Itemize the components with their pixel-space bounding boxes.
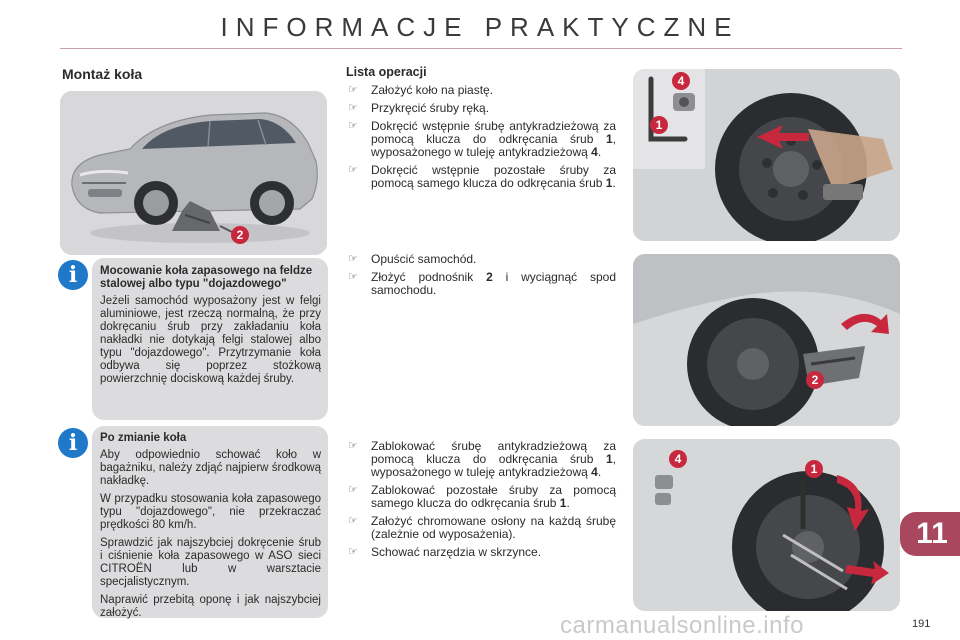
list-item <box>346 120 616 159</box>
header-divider <box>60 48 902 49</box>
info-box-body: Jeżeli samochód wyposażony jest w felgi aluminiowe, jest rzeczą normalną, że przy dokręcaniu śrub przy zakładaniu koła nakładki nie dotykają felgi stalowej albo typu "dojazdowego". Przytrzymanie koła odbywa się poprzez stożkową powierzchnię dociskową każdej śruby. <box>100 295 321 385</box>
step-text: Założyć chromowane osłony na każdą śrubę (zależnie od wyposażenia). <box>371 514 616 541</box>
list-item <box>346 102 616 115</box>
step-text: Opuścić samochód. <box>371 252 477 266</box>
list-item <box>346 164 616 190</box>
pointing-hand-icon: ☞ <box>348 253 358 265</box>
ref-number: 4 <box>591 145 598 159</box>
step-text: Zablokować śrubę antykradzieżową za pomocą klucza do odkręcania śrub <box>371 439 616 466</box>
info-box-title: Po zmianie koła <box>100 432 187 444</box>
pointing-hand-icon: ☞ <box>348 484 358 496</box>
pointing-hand-icon: ☞ <box>348 102 358 114</box>
page-header-title: INFORMACJE PRAKTYCZNE <box>220 12 740 42</box>
pointing-hand-icon: ☞ <box>348 84 358 96</box>
ref-number: 1 <box>605 132 613 146</box>
info-box-spare-wheel <box>92 258 328 420</box>
car-jack-illustration <box>60 91 327 255</box>
operations-group-2 <box>346 253 616 302</box>
step-text: Przykręcić śruby ręką. <box>371 101 490 115</box>
wheel-mounting-illustration <box>633 69 900 241</box>
info-box-after-change <box>92 426 328 618</box>
pointing-hand-icon: ☞ <box>348 546 358 558</box>
callout-2-jack: 2 <box>806 371 824 389</box>
step-text: . <box>597 465 602 479</box>
page-number: 191 <box>912 618 931 630</box>
ref-number: 1 <box>605 176 613 190</box>
operations-title: Lista operacji <box>346 65 427 79</box>
list-item <box>346 484 616 510</box>
info-paragraph: Sprawdzić jak najszybciej dokręcenie śrub i ciśnienie koła zapasowego w ASO sieci CITROËN lub w warsztacie specjalistycznym. <box>100 537 321 588</box>
step-text: . <box>597 145 602 159</box>
step-text: , wyposażonego w tuleję antykradzieżową <box>371 452 616 479</box>
info-box-title: Mocowanie koła zapasowego na feldze stalowej albo typu "dojazdowego" <box>100 265 313 290</box>
watermark: carmanualsonline.info <box>560 612 804 639</box>
info-icon: i <box>58 428 88 458</box>
operations-group-3 <box>346 440 616 564</box>
step-text: Zablokować pozostałe śruby za pomocą samego klucza do odkręcania śrub <box>371 483 616 510</box>
ref-number: 1 <box>605 452 613 466</box>
callout-4-socket: 4 <box>669 450 687 468</box>
ref-number: 4 <box>591 465 598 479</box>
pointing-hand-icon: ☞ <box>348 515 358 527</box>
list-item <box>346 440 616 479</box>
step-text: Schować narzędzia w skrzynce. <box>371 545 542 559</box>
operations-group-1 <box>346 66 616 195</box>
step-text: Dokręcić wstępnie śrubę antykradzieżową za pomocą klucza do odkręcania śrub <box>371 119 616 146</box>
chapter-tab: 11 <box>900 512 960 556</box>
jack-lowering-drawing <box>633 254 900 426</box>
bolt-tightening-illustration <box>633 439 900 611</box>
step-text: Złożyć podnośnik <box>371 270 487 284</box>
step-text: Dokręcić wstępnie pozostałe śruby za pomocą samego klucza do odkręcania śrub <box>371 163 616 190</box>
callout-2-jack: 2 <box>231 226 249 244</box>
pointing-hand-icon: ☞ <box>348 271 358 283</box>
section-title: Montaż koła <box>62 66 143 82</box>
car-illustration <box>60 91 327 255</box>
step-text: . <box>612 176 616 190</box>
callout-1-wrench: 1 <box>805 460 823 478</box>
ref-number: 2 <box>486 270 493 284</box>
callout-1-wrench: 1 <box>650 116 668 134</box>
pointing-hand-icon: ☞ <box>348 440 358 452</box>
step-text: , wyposażonego w tuleję antykradzieżową <box>371 132 616 159</box>
pointing-hand-icon: ☞ <box>348 164 358 176</box>
lowering-car-illustration <box>633 254 900 426</box>
ref-number: 1 <box>559 496 567 510</box>
info-paragraph: Naprawić przebitą oponę i jak najszybciej założyć. <box>100 594 321 619</box>
list-item <box>346 271 616 297</box>
info-paragraph: Aby odpowiednio schować koło w bagażniku, należy zdjąć najpierw środkową nakładkę. <box>100 449 321 487</box>
step-text: Założyć koło na piastę. <box>371 83 494 97</box>
info-paragraph: W przypadku stosowania koła zapasowego typu "dojazdowego", nie przekraczać prędkości 80 km/h. <box>100 493 321 531</box>
list-item <box>346 84 616 97</box>
list-item <box>346 253 616 266</box>
wheel-mount-drawing <box>633 69 900 241</box>
callout-4-socket: 4 <box>672 72 690 90</box>
info-icon: i <box>58 260 88 290</box>
step-text: i wyciągnąć spod samochodu. <box>371 270 617 297</box>
pointing-hand-icon: ☞ <box>348 120 358 132</box>
step-text: . <box>566 496 570 510</box>
list-item <box>346 546 616 559</box>
list-item <box>346 515 616 541</box>
